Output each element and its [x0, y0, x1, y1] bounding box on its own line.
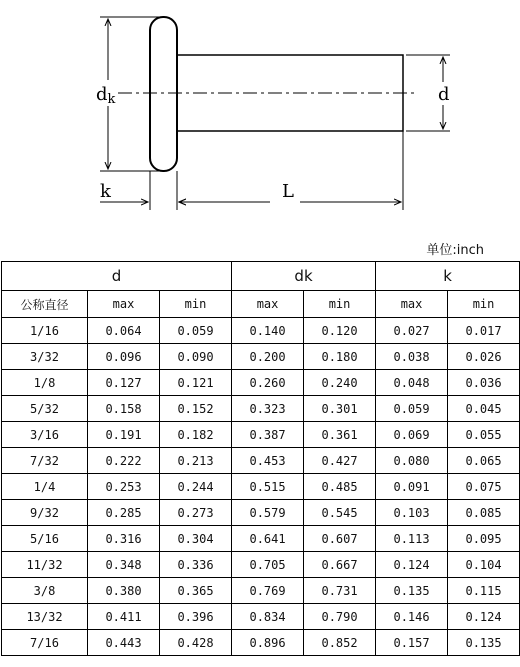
value-cell: 0.135	[448, 630, 520, 656]
sub-header: max	[376, 291, 448, 318]
nominal-diameter-cell: 5/16	[2, 526, 88, 552]
value-cell: 0.200	[232, 344, 304, 370]
value-cell: 0.124	[448, 604, 520, 630]
value-cell: 0.103	[376, 500, 448, 526]
value-cell: 0.667	[304, 552, 376, 578]
rivet-drawing	[0, 0, 520, 258]
nominal-diameter-cell: 5/32	[2, 396, 88, 422]
value-cell: 0.260	[232, 370, 304, 396]
nominal-diameter-cell: 7/16	[2, 630, 88, 656]
rivet-head	[150, 17, 177, 171]
table-row	[2, 370, 520, 396]
value-cell: 0.852	[304, 630, 376, 656]
nominal-diameter-cell: 1/16	[2, 318, 88, 344]
nominal-diameter-cell: 7/32	[2, 448, 88, 474]
table-row	[2, 448, 520, 474]
nominal-diameter-cell: 1/4	[2, 474, 88, 500]
value-cell: 0.069	[376, 422, 448, 448]
value-cell: 0.411	[88, 604, 160, 630]
value-cell: 0.059	[376, 396, 448, 422]
table-row	[2, 474, 520, 500]
value-cell: 0.158	[88, 396, 160, 422]
value-cell: 0.427	[304, 448, 376, 474]
value-cell: 0.790	[304, 604, 376, 630]
value-cell: 0.065	[448, 448, 520, 474]
nominal-diameter-cell: 3/16	[2, 422, 88, 448]
value-cell: 0.579	[232, 500, 304, 526]
value-cell: 0.036	[448, 370, 520, 396]
group-header-d: d	[2, 262, 232, 291]
value-cell: 0.213	[160, 448, 232, 474]
group-header-k: k	[376, 262, 520, 291]
value-cell: 0.731	[304, 578, 376, 604]
table-row	[2, 526, 520, 552]
value-cell: 0.273	[160, 500, 232, 526]
value-cell: 0.253	[88, 474, 160, 500]
L-label: L	[282, 181, 294, 202]
value-cell: 0.244	[160, 474, 232, 500]
value-cell: 0.301	[304, 396, 376, 422]
sub-header: min	[304, 291, 376, 318]
value-cell: 0.485	[304, 474, 376, 500]
table-sub-header-row	[2, 291, 520, 318]
value-cell: 0.182	[160, 422, 232, 448]
nominal-diameter-cell: 1/8	[2, 370, 88, 396]
value-cell: 0.515	[232, 474, 304, 500]
value-cell: 0.146	[376, 604, 448, 630]
rivet-spec-table	[1, 261, 520, 656]
value-cell: 0.140	[232, 318, 304, 344]
value-cell: 0.365	[160, 578, 232, 604]
value-cell: 0.387	[232, 422, 304, 448]
value-cell: 0.361	[304, 422, 376, 448]
value-cell: 0.336	[160, 552, 232, 578]
value-cell: 0.157	[376, 630, 448, 656]
value-cell: 0.641	[232, 526, 304, 552]
nominal-diameter-cell: 3/32	[2, 344, 88, 370]
value-cell: 0.017	[448, 318, 520, 344]
value-cell: 0.104	[448, 552, 520, 578]
table-row	[2, 344, 520, 370]
value-cell: 0.096	[88, 344, 160, 370]
value-cell: 0.091	[376, 474, 448, 500]
value-cell: 0.191	[88, 422, 160, 448]
value-cell: 0.396	[160, 604, 232, 630]
value-cell: 0.120	[304, 318, 376, 344]
value-cell: 0.045	[448, 396, 520, 422]
sub-header: min	[448, 291, 520, 318]
value-cell: 0.428	[160, 630, 232, 656]
value-cell: 0.085	[448, 500, 520, 526]
value-cell: 0.304	[160, 526, 232, 552]
value-cell: 0.064	[88, 318, 160, 344]
value-cell: 0.285	[88, 500, 160, 526]
value-cell: 0.453	[232, 448, 304, 474]
value-cell: 0.443	[88, 630, 160, 656]
value-cell: 0.545	[304, 500, 376, 526]
sub-header: max	[88, 291, 160, 318]
group-header-dk: dk	[232, 262, 376, 291]
value-cell: 0.038	[376, 344, 448, 370]
value-cell: 0.323	[232, 396, 304, 422]
value-cell: 0.080	[376, 448, 448, 474]
sub-header: max	[232, 291, 304, 318]
value-cell: 0.124	[376, 552, 448, 578]
table-row	[2, 422, 520, 448]
value-cell: 0.121	[160, 370, 232, 396]
value-cell: 0.055	[448, 422, 520, 448]
value-cell: 0.380	[88, 578, 160, 604]
sub-header: min	[160, 291, 232, 318]
value-cell: 0.090	[160, 344, 232, 370]
value-cell: 0.113	[376, 526, 448, 552]
value-cell: 0.896	[232, 630, 304, 656]
value-cell: 0.769	[232, 578, 304, 604]
value-cell: 0.135	[376, 578, 448, 604]
table-row	[2, 604, 520, 630]
value-cell: 0.316	[88, 526, 160, 552]
value-cell: 0.127	[88, 370, 160, 396]
value-cell: 0.115	[448, 578, 520, 604]
table-row	[2, 318, 520, 344]
table-row	[2, 396, 520, 422]
value-cell: 0.075	[448, 474, 520, 500]
table-row	[2, 500, 520, 526]
nominal-diameter-cell: 13/32	[2, 604, 88, 630]
nominal-diameter-cell: 3/8	[2, 578, 88, 604]
k-label: k	[100, 181, 111, 202]
value-cell: 0.348	[88, 552, 160, 578]
dk-label: dk	[96, 84, 116, 107]
value-cell: 0.027	[376, 318, 448, 344]
value-cell: 0.048	[376, 370, 448, 396]
value-cell: 0.095	[448, 526, 520, 552]
value-cell: 0.180	[304, 344, 376, 370]
value-cell: 0.834	[232, 604, 304, 630]
unit-label: 单位:inch	[426, 243, 484, 258]
value-cell: 0.705	[232, 552, 304, 578]
table-group-header-row	[2, 262, 520, 291]
value-cell: 0.240	[304, 370, 376, 396]
row-header-nominal-diameter: 公称直径	[2, 291, 88, 318]
value-cell: 0.222	[88, 448, 160, 474]
value-cell: 0.026	[448, 344, 520, 370]
table-row	[2, 630, 520, 656]
d-label: d	[438, 84, 450, 105]
nominal-diameter-cell: 9/32	[2, 500, 88, 526]
table-row	[2, 552, 520, 578]
value-cell: 0.607	[304, 526, 376, 552]
value-cell: 0.152	[160, 396, 232, 422]
table-row	[2, 578, 520, 604]
nominal-diameter-cell: 11/32	[2, 552, 88, 578]
value-cell: 0.059	[160, 318, 232, 344]
